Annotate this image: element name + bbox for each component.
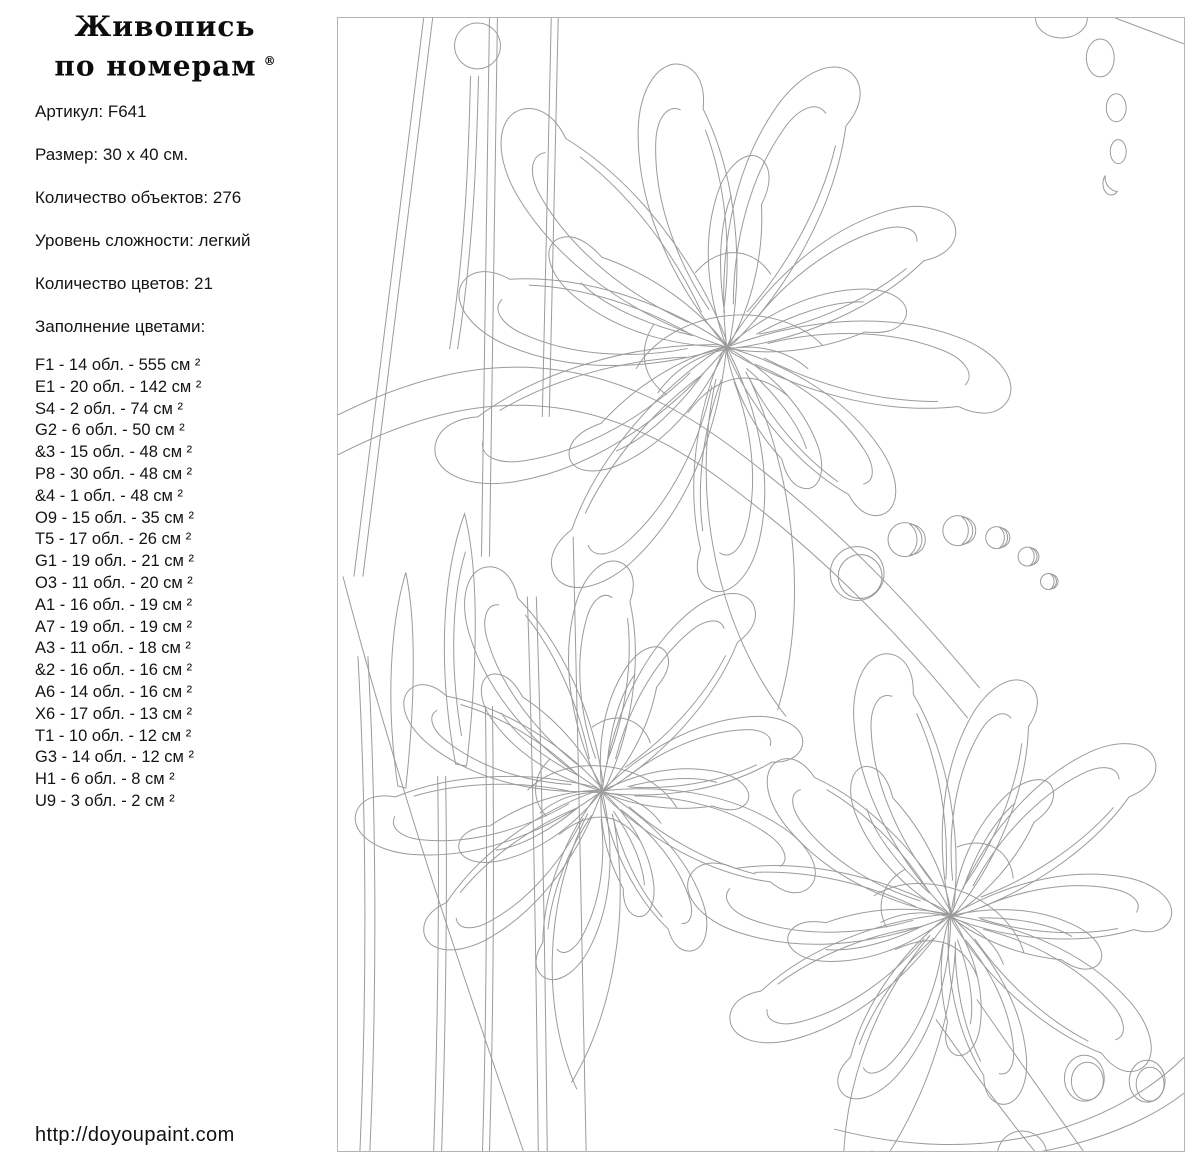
color-fill-list: [35, 355, 201, 813]
paint-by-numbers-canvas: [337, 17, 1185, 1152]
color-fill-item: O9 - 15 обл. - 35 см ²: [35, 508, 194, 527]
brand-line-1: Живопись: [74, 10, 256, 43]
color-fill-item: X6 - 17 обл. - 13 см ²: [35, 704, 193, 723]
color-fill-item: E1 - 20 обл. - 142 см ²: [35, 377, 202, 396]
brand-logo: [0, 10, 330, 83]
color-fill-item: U9 - 3 обл. - 2 см ²: [35, 791, 175, 810]
product-info: [35, 102, 251, 360]
size-line: Размер: 30 x 40 см.: [35, 145, 189, 164]
color-fill-item: A6 - 14 обл. - 16 см ²: [35, 682, 193, 701]
color-fill-item: A1 - 16 обл. - 19 см ²: [35, 595, 193, 614]
flower-top: [380, 20, 1067, 760]
site-url[interactable]: http://doyoupaint.com: [35, 1124, 235, 1146]
article-line: Артикул: F641: [35, 102, 147, 121]
color-fill-item: &3 - 15 обл. - 48 см ²: [35, 443, 193, 462]
flower-bottom: [593, 593, 1184, 1151]
color-fill-item: G1 - 19 обл. - 21 см ²: [35, 552, 194, 571]
flower-middle: [338, 535, 858, 1113]
color-fill-item: A7 - 19 обл. - 19 см ²: [35, 617, 193, 636]
color-fill-item: O3 - 11 обл. - 20 см ²: [35, 573, 193, 592]
color-fill-item: T5 - 17 обл. - 26 см ²: [35, 530, 192, 549]
registered-mark: ®: [263, 54, 276, 68]
leaf-blades: [391, 514, 475, 788]
middle-dot-chain: [830, 516, 1058, 601]
color-fill-item: G3 - 14 обл. - 12 см ²: [35, 748, 194, 767]
color-fill-item: S4 - 2 обл. - 74 см ²: [35, 399, 183, 418]
difficulty-line: Уровень сложности: легкий: [35, 231, 251, 250]
brand-line-2: [0, 44, 330, 83]
colors-count-line: Количество цветов: 21: [35, 274, 213, 293]
color-fill-item: H1 - 6 обл. - 8 см ²: [35, 770, 175, 789]
top-right-dot-chain: [1036, 18, 1184, 195]
color-fill-item: &4 - 1 обл. - 48 см ²: [35, 486, 183, 505]
color-fill-item: T1 - 10 обл. - 12 см ²: [35, 726, 192, 745]
color-fill-item: A3 - 11 обл. - 18 см ²: [35, 639, 191, 658]
fill-colors-heading: Заполнение цветами:: [35, 317, 206, 336]
color-fill-item: P8 - 30 обл. - 48 см ²: [35, 464, 193, 483]
color-fill-item: G2 - 6 обл. - 50 см ²: [35, 421, 185, 440]
color-fill-item: &2 - 16 обл. - 16 см ²: [35, 661, 193, 680]
objects-count-line: Количество объектов: 276: [35, 188, 242, 207]
art-strokes: [338, 18, 1184, 1151]
line-art-drawing: [338, 18, 1184, 1151]
sidebar: [0, 0, 337, 1169]
color-fill-item: F1 - 14 обл. - 555 см ²: [35, 356, 201, 374]
brand-line-2-text: по номерам: [54, 49, 257, 83]
